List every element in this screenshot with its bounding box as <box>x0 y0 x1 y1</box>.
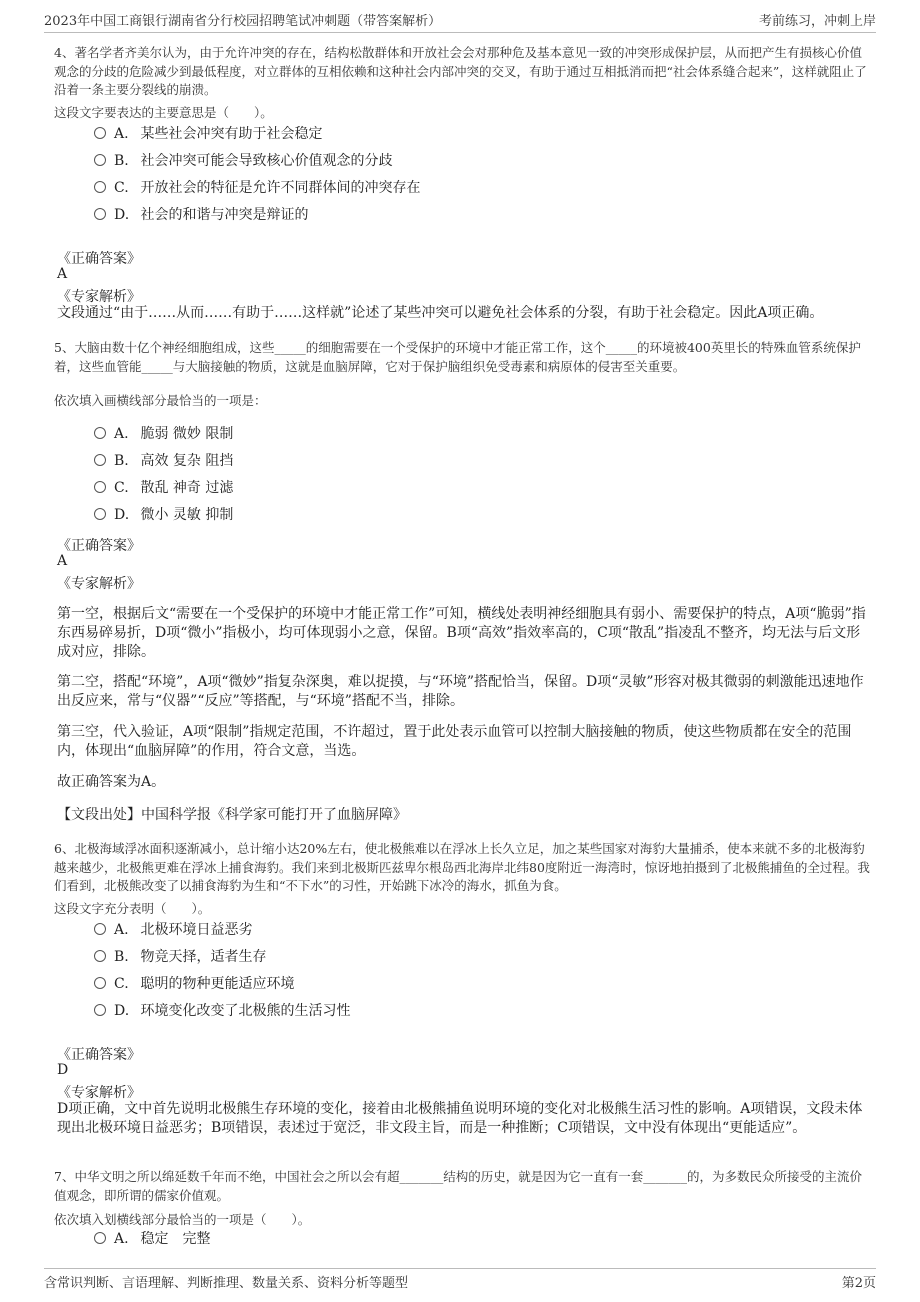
question-4-option-b[interactable]: B. 社会冲突可能会导致核心价值观念的分歧 <box>94 151 392 171</box>
question-4-answer: A <box>57 266 68 282</box>
question-6-analysis-heading: 《专家解析》 <box>57 1085 141 1101</box>
radio-icon[interactable] <box>94 127 106 139</box>
question-5-stem: 依次填入画横线部分最恰当的一项是： <box>54 393 267 408</box>
question-5-answer-heading: 《正确答案》 <box>57 538 141 554</box>
question-6-text: 6、北极海域浮冰面积逐渐减小，总计缩小达20%左右，使北极熊难以在浮冰上长久立足，加之某些国家对海豹大量捕杀，使本来就不多的北极海豹越来越少，北极熊更难在浮冰上捕食海豹。我们来到北极斯匹兹卑尔根岛西北海岸北纬80度附近一海湾时，惊讶地拍摄到了北极熊捕鱼的全过程。我们看到，北极熊改变了以捕食海豹为生和“不下水”的习性，开始跳下冰冷的海水，抓鱼为食。 <box>54 841 870 893</box>
question-6-answer: D <box>57 1062 69 1078</box>
question-5-analysis-4: 故正确答案为A。 <box>57 774 166 790</box>
question-6-stem: 这段文字充分表明（ ）。 <box>54 901 211 916</box>
radio-icon[interactable] <box>94 950 106 962</box>
radio-icon[interactable] <box>94 181 106 193</box>
question-4-analysis: 文段通过“由于……从而……有助于……这样就”论述了某些冲突可以避免社会体系的分裂，有助于社会稳定。因此A项正确。 <box>57 305 824 321</box>
question-5-option-b[interactable]: B. 高效 复杂 阻挡 <box>94 451 233 471</box>
header-slogan: 考前练习，冲刺上岸 <box>758 14 876 29</box>
page-number: 第2页 <box>841 1276 876 1291</box>
radio-icon[interactable] <box>94 1232 106 1244</box>
radio-icon[interactable] <box>94 154 106 166</box>
radio-icon[interactable] <box>94 1004 106 1016</box>
question-5-analysis-heading: 《专家解析》 <box>57 576 141 592</box>
question-5-option-c[interactable]: C. 散乱 神奇 过滤 <box>94 478 233 498</box>
footer-topics: 含常识判断、言语理解、判断推理、数量关系、资料分析等题型 <box>44 1276 409 1291</box>
question-5-source: 【文段出处】中国科学报《科学家可能打开了血脑屏障》 <box>57 807 407 823</box>
radio-icon[interactable] <box>94 208 106 220</box>
question-6-option-d[interactable]: D. 环境变化改变了北极熊的生活习性 <box>94 1001 350 1021</box>
question-4-stem: 这段文字要表达的主要意思是（ ）。 <box>54 105 273 120</box>
document-title: 2023年中国工商银行湖南省分行校园招聘笔试冲刺题（带答案解析） <box>44 14 442 29</box>
question-4-answer-heading: 《正确答案》 <box>57 251 141 267</box>
question-7-text: 7、中华文明之所以绵延数千年而不绝，中国社会之所以会有超_______结构的历史，就是因为它一直有一套_______的，为多数民众所接受的主流价值观念，即所谓的儒家价值观。 <box>54 1169 862 1203</box>
radio-icon[interactable] <box>94 923 106 935</box>
question-4-option-c[interactable]: C. 开放社会的特征是允许不同群体间的冲突存在 <box>94 178 420 198</box>
radio-icon[interactable] <box>94 454 106 466</box>
header-divider <box>44 32 876 33</box>
question-6-option-b[interactable]: B. 物竞天择，适者生存 <box>94 947 266 967</box>
question-7-option-a[interactable]: A. 稳定 完整 <box>94 1229 210 1249</box>
radio-icon[interactable] <box>94 427 106 439</box>
question-5-analysis-3: 第三空，代入验证，A项“限制”指规定范围，不许超过，置于此处表示血管可以控制大脑接触的物质，使这些物质都在安全的范围内，体现出“血脑屏障”的作用，符合文意，当选。 <box>57 724 852 759</box>
question-7-stem: 依次填入划横线部分最恰当的一项是（ ）。 <box>54 1212 311 1227</box>
question-4-text: 4、著名学者齐美尔认为，由于允许冲突的存在，结构松散群体和开放社会会对那种危及基本意见一致的冲突形成保护层，从而把产生有损核心价值观念的分歧的危险减少到最低程度，对立群体的互相依赖和这种社会内部冲突的交叉，有助于通过互相抵消而把“社会体系缝合起来”，这样就阻止了沿着一条主要分裂线的崩溃。 <box>54 45 867 97</box>
radio-icon[interactable] <box>94 977 106 989</box>
question-5-option-a[interactable]: A. 脆弱 微妙 限制 <box>94 424 233 444</box>
question-6-answer-heading: 《正确答案》 <box>57 1047 141 1063</box>
question-6-option-a[interactable]: A. 北极环境日益恶劣 <box>94 920 252 940</box>
page-header <box>44 10 876 32</box>
question-6-option-c[interactable]: C. 聪明的物种更能适应环境 <box>94 974 294 994</box>
question-4-analysis-heading: 《专家解析》 <box>57 289 141 305</box>
radio-icon[interactable] <box>94 508 106 520</box>
radio-icon[interactable] <box>94 481 106 493</box>
question-6-analysis: D项正确，文中首先说明北极熊生存环境的变化，接着由北极熊捕鱼说明环境的变化对北极熊生活习性的影响。A项错误，文段未体现出北极环境日益恶劣；B项错误，表述过于宽泛，非文段主旨，而是一种推断；C项错误，文中没有体现出“更能适应”。 <box>57 1101 863 1136</box>
footer-divider <box>44 1268 876 1269</box>
question-5-answer: A <box>57 553 68 569</box>
question-5-text: 5、大脑由数十亿个神经细胞组成，这些_____的细胞需要在一个受保护的环境中才能正常工作，这个_____的环境被400英里长的特殊血管系统保护着，这些血管能_____与大脑接触的物质，这就是血脑屏障，它对于保护脑组织免受毒素和病原体的侵害至关重要。 <box>54 340 861 374</box>
question-4-option-a[interactable]: A. 某些社会冲突有助于社会稳定 <box>94 124 322 144</box>
question-5-analysis-1: 第一空，根据后文“需要在一个受保护的环境中才能正常工作”可知，横线处表明神经细胞具有弱小、需要保护的特点，A项“脆弱”指东西易碎易折，D项“微小”指极小，均可体现弱小之意，保留。B项“高效”指效率高的，C项“散乱”指凌乱不整齐，均无法与后文形成对应，排除。 <box>57 606 866 660</box>
question-4-option-d[interactable]: D. 社会的和谐与冲突是辩证的 <box>94 205 308 225</box>
question-5-analysis-2: 第二空，搭配“环境”，A项“微妙”指复杂深奥，难以捉摸，与“环境”搭配恰当，保留。D项“灵敏”形容对极其微弱的刺激能迅速地作出反应来，常与“仪器”“反应”等搭配，与“环境”搭配不当，排除。 <box>57 674 864 709</box>
question-5-option-d[interactable]: D. 微小 灵敏 抑制 <box>94 505 233 525</box>
